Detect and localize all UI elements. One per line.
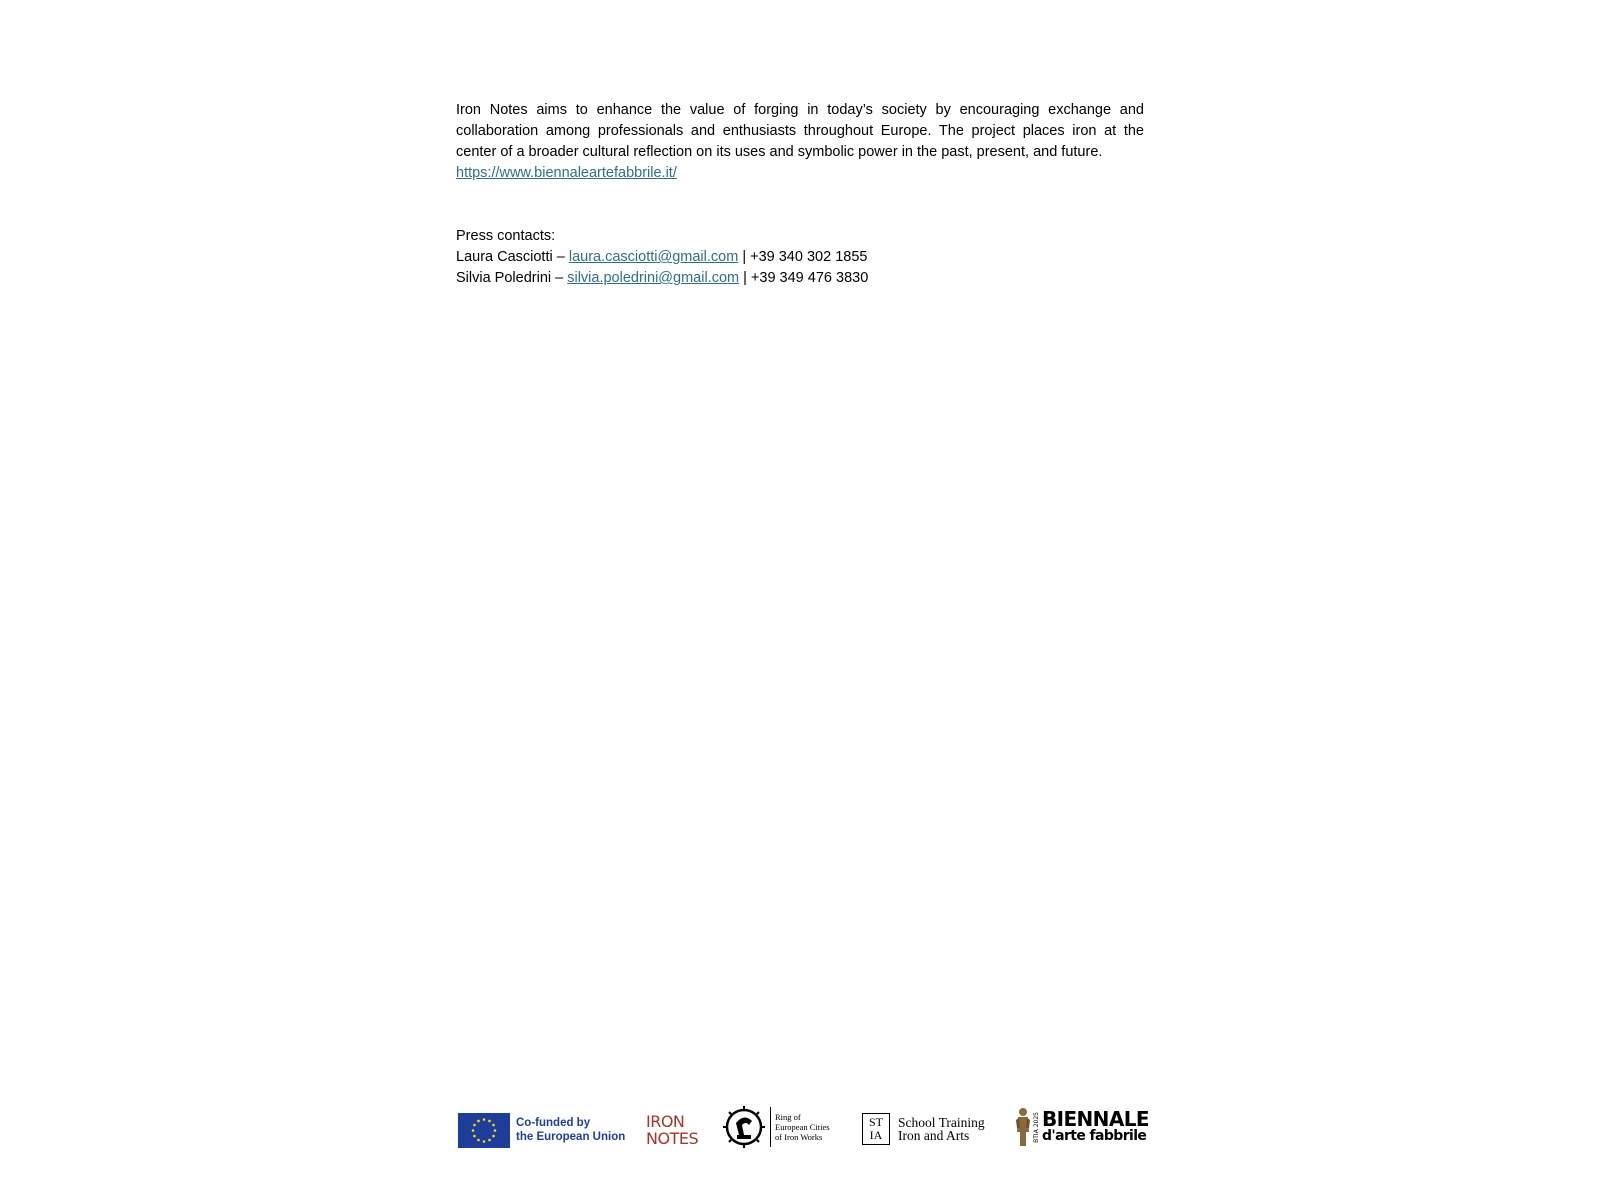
eu-star-icon [477, 1138, 480, 1141]
contact-name: Laura Casciotti [456, 249, 553, 265]
eu-logo-line2: the European Union [516, 1131, 626, 1143]
contact-email-link[interactable]: laura.casciotti@gmail.com [568, 249, 739, 265]
eu-star-icon [472, 1129, 475, 1132]
iron-notes-line2: NOTES [646, 1129, 699, 1148]
sculpture-figure-icon [1014, 1106, 1032, 1148]
stia-monogram [862, 1113, 890, 1145]
biennale-logo-line1: BIENNALE [1042, 1107, 1149, 1131]
eu-star-icon [483, 1118, 486, 1121]
stia-logo-line1: School Training [898, 1115, 985, 1130]
eu-star-icon [492, 1123, 495, 1126]
stia-monogram-line1: ST [868, 1115, 883, 1129]
document-body [456, 100, 1144, 289]
eu-star-icon [473, 1134, 476, 1137]
intro-paragraph: Iron Notes aims to enhance the value of forging in today’s society by encouraging exchange and collaboration among professionals and enthusiasts throughout Europe. The project places iron at the center of a broader cultural reflection on its uses and symbolic power in the past, present, and future. [456, 102, 1144, 160]
contact-phone: | +39 349 476 3830 [739, 270, 869, 286]
sponsor-logo-strip [458, 1104, 1149, 1150]
eu-stars-icon [458, 1113, 510, 1148]
stia-logo-text [898, 1116, 985, 1142]
contact-line-silvia [456, 268, 1144, 289]
biennale-logo [1014, 1104, 1149, 1150]
biennale-logo-line2: d'arte fabbrile [1042, 1128, 1147, 1144]
spacer [456, 184, 1144, 226]
contact-line-laura [456, 247, 1144, 268]
ring-logo-line1: Ring of [775, 1112, 801, 1122]
website-line [456, 163, 1144, 184]
eu-logo-text [516, 1116, 625, 1144]
iron-notes-line1: IRON [646, 1112, 685, 1131]
ring-european-cities-logo [722, 1104, 830, 1150]
eu-star-icon [473, 1123, 476, 1126]
anvil-hammer-emblem-icon [722, 1105, 766, 1149]
stia-logo-line2: Iron and Arts [898, 1128, 970, 1143]
ring-logo-divider [770, 1107, 771, 1147]
eu-star-icon [483, 1140, 486, 1143]
contact-phone: | +39 340 302 1855 [738, 249, 868, 265]
ring-logo-text [775, 1112, 830, 1142]
ring-logo-line2: European Cities [775, 1122, 830, 1132]
stia-logo [862, 1112, 985, 1146]
contact-name: Silvia Poledrini [456, 270, 552, 286]
biennale-logo-text [1042, 1107, 1149, 1144]
eu-star-icon [488, 1138, 491, 1141]
press-contacts-heading: Press contacts: [456, 228, 556, 244]
eu-star-icon [494, 1129, 497, 1132]
contact-separator: – [552, 249, 569, 265]
ring-logo-line3: of Iron Works [775, 1132, 823, 1142]
eu-star-icon [488, 1119, 491, 1122]
eu-cofunded-logo [458, 1112, 625, 1148]
iron-notes-logo [646, 1113, 698, 1147]
website-link[interactable]: https://www.biennaleartefabbrile.it/ [456, 165, 677, 181]
eu-logo-line1: Co-funded by [516, 1117, 591, 1129]
eu-star-icon [477, 1119, 480, 1122]
contact-email-link[interactable]: silvia.poledrini@gmail.com [567, 270, 740, 286]
contact-separator: – [551, 270, 568, 286]
biennale-year: BTIA 2025 [1033, 1111, 1040, 1143]
eu-star-icon [492, 1134, 495, 1137]
eu-flag-icon [458, 1113, 510, 1148]
stia-monogram-line2: IA [869, 1128, 883, 1142]
